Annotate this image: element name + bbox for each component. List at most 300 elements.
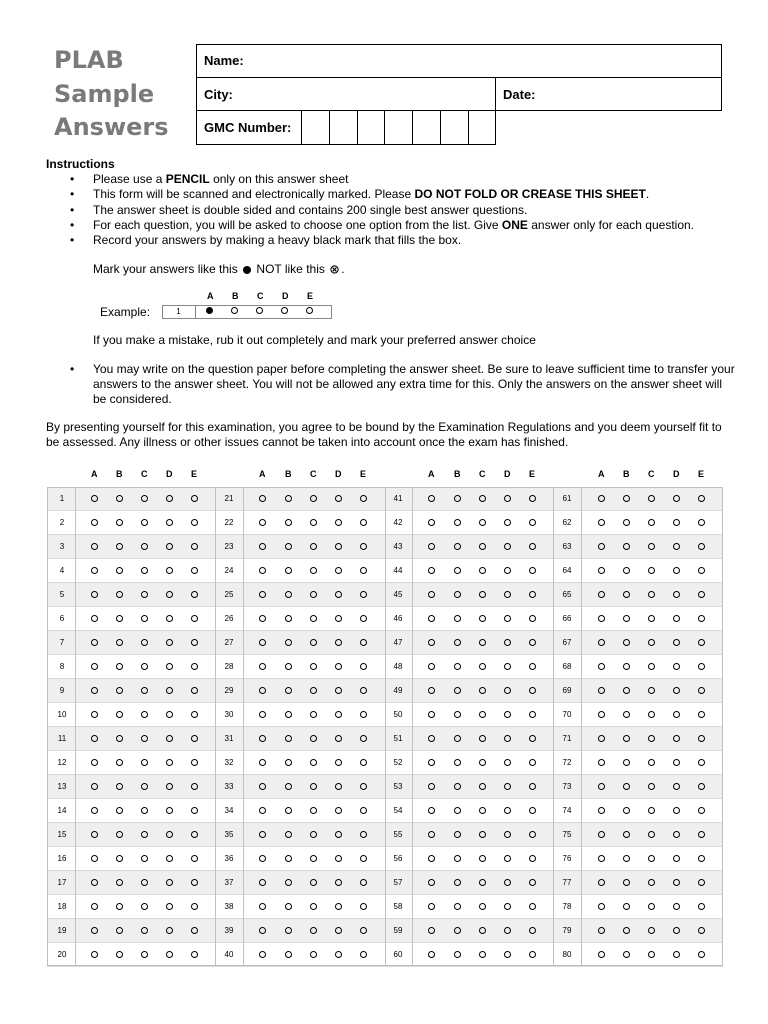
answer-bubble[interactable] xyxy=(259,567,266,574)
answer-bubble[interactable] xyxy=(598,711,605,718)
answer-bubble[interactable] xyxy=(310,639,317,646)
answer-bubble[interactable] xyxy=(91,855,98,862)
answer-bubble[interactable] xyxy=(310,591,317,598)
answer-bubble[interactable] xyxy=(166,663,173,670)
answer-bubble[interactable] xyxy=(91,879,98,886)
answer-bubble[interactable] xyxy=(529,855,536,862)
answer-bubble[interactable] xyxy=(673,567,680,574)
answer-bubble[interactable] xyxy=(428,591,435,598)
answer-bubble[interactable] xyxy=(360,783,367,790)
answer-bubble[interactable] xyxy=(259,927,266,934)
answer-bubble[interactable] xyxy=(360,927,367,934)
answer-bubble[interactable] xyxy=(166,855,173,862)
answer-bubble[interactable] xyxy=(479,951,486,958)
answer-bubble[interactable] xyxy=(191,807,198,814)
answer-bubble[interactable] xyxy=(598,591,605,598)
answer-bubble[interactable] xyxy=(454,711,461,718)
answer-bubble[interactable] xyxy=(454,903,461,910)
answer-bubble[interactable] xyxy=(116,927,123,934)
answer-bubble[interactable] xyxy=(360,951,367,958)
answer-bubble[interactable] xyxy=(310,615,317,622)
answer-bubble[interactable] xyxy=(598,783,605,790)
answer-bubble[interactable] xyxy=(166,591,173,598)
answer-bubble[interactable] xyxy=(623,567,630,574)
answer-bubble[interactable] xyxy=(285,495,292,502)
answer-bubble[interactable] xyxy=(504,519,511,526)
answer-bubble[interactable] xyxy=(166,615,173,622)
answer-bubble[interactable] xyxy=(116,519,123,526)
gmc-digit-cell[interactable] xyxy=(384,110,413,145)
answer-bubble[interactable] xyxy=(598,495,605,502)
answer-bubble[interactable] xyxy=(285,759,292,766)
answer-bubble[interactable] xyxy=(673,711,680,718)
answer-bubble[interactable] xyxy=(623,663,630,670)
answer-bubble[interactable] xyxy=(91,927,98,934)
answer-bubble[interactable] xyxy=(454,663,461,670)
answer-bubble[interactable] xyxy=(335,759,342,766)
answer-bubble[interactable] xyxy=(454,807,461,814)
answer-bubble[interactable] xyxy=(335,711,342,718)
answer-bubble[interactable] xyxy=(91,903,98,910)
answer-bubble[interactable] xyxy=(698,711,705,718)
answer-bubble[interactable] xyxy=(310,879,317,886)
answer-bubble[interactable] xyxy=(91,711,98,718)
answer-bubble[interactable] xyxy=(673,903,680,910)
answer-bubble[interactable] xyxy=(91,951,98,958)
answer-bubble[interactable] xyxy=(191,903,198,910)
answer-bubble[interactable] xyxy=(166,543,173,550)
answer-bubble[interactable] xyxy=(454,519,461,526)
answer-bubble[interactable] xyxy=(504,639,511,646)
answer-bubble[interactable] xyxy=(310,495,317,502)
answer-bubble[interactable] xyxy=(310,663,317,670)
answer-bubble[interactable] xyxy=(310,735,317,742)
answer-bubble[interactable] xyxy=(673,783,680,790)
answer-bubble[interactable] xyxy=(166,519,173,526)
answer-bubble[interactable] xyxy=(479,543,486,550)
answer-bubble[interactable] xyxy=(141,519,148,526)
answer-bubble[interactable] xyxy=(479,495,486,502)
answer-bubble[interactable] xyxy=(428,759,435,766)
answer-bubble[interactable] xyxy=(116,831,123,838)
answer-bubble[interactable] xyxy=(454,879,461,886)
answer-bubble[interactable] xyxy=(91,783,98,790)
name-field[interactable] xyxy=(196,44,722,78)
answer-bubble[interactable] xyxy=(310,807,317,814)
answer-bubble[interactable] xyxy=(335,831,342,838)
answer-bubble[interactable] xyxy=(504,831,511,838)
answer-bubble[interactable] xyxy=(360,687,367,694)
answer-bubble[interactable] xyxy=(529,783,536,790)
answer-bubble[interactable] xyxy=(648,735,655,742)
answer-bubble[interactable] xyxy=(504,759,511,766)
answer-bubble[interactable] xyxy=(166,687,173,694)
answer-bubble[interactable] xyxy=(479,831,486,838)
answer-bubble[interactable] xyxy=(529,927,536,934)
answer-bubble[interactable] xyxy=(116,687,123,694)
answer-bubble[interactable] xyxy=(91,495,98,502)
answer-bubble[interactable] xyxy=(335,495,342,502)
answer-bubble[interactable] xyxy=(166,759,173,766)
answer-bubble[interactable] xyxy=(285,855,292,862)
answer-bubble[interactable] xyxy=(479,735,486,742)
gmc-digit-cell[interactable] xyxy=(329,110,358,145)
answer-bubble[interactable] xyxy=(335,591,342,598)
answer-bubble[interactable] xyxy=(191,543,198,550)
answer-bubble[interactable] xyxy=(648,927,655,934)
answer-bubble[interactable] xyxy=(285,831,292,838)
answer-bubble[interactable] xyxy=(191,879,198,886)
answer-bubble[interactable] xyxy=(428,735,435,742)
answer-bubble[interactable] xyxy=(504,687,511,694)
answer-bubble[interactable] xyxy=(259,879,266,886)
answer-bubble[interactable] xyxy=(648,687,655,694)
answer-bubble[interactable] xyxy=(310,903,317,910)
answer-bubble[interactable] xyxy=(648,711,655,718)
answer-bubble[interactable] xyxy=(285,903,292,910)
answer-bubble[interactable] xyxy=(259,591,266,598)
answer-bubble[interactable] xyxy=(360,807,367,814)
answer-bubble[interactable] xyxy=(285,591,292,598)
answer-bubble[interactable] xyxy=(360,855,367,862)
answer-bubble[interactable] xyxy=(91,639,98,646)
answer-bubble[interactable] xyxy=(673,855,680,862)
answer-bubble[interactable] xyxy=(673,543,680,550)
answer-bubble[interactable] xyxy=(191,759,198,766)
answer-bubble[interactable] xyxy=(91,519,98,526)
answer-bubble[interactable] xyxy=(504,495,511,502)
answer-bubble[interactable] xyxy=(504,663,511,670)
answer-bubble[interactable] xyxy=(454,543,461,550)
answer-bubble[interactable] xyxy=(116,783,123,790)
answer-bubble[interactable] xyxy=(166,927,173,934)
answer-bubble[interactable] xyxy=(623,951,630,958)
answer-bubble[interactable] xyxy=(116,951,123,958)
answer-bubble[interactable] xyxy=(259,663,266,670)
answer-bubble[interactable] xyxy=(673,735,680,742)
answer-bubble[interactable] xyxy=(116,639,123,646)
answer-bubble[interactable] xyxy=(335,807,342,814)
gmc-digit-cell[interactable] xyxy=(301,110,330,145)
answer-bubble[interactable] xyxy=(623,519,630,526)
answer-bubble[interactable] xyxy=(698,759,705,766)
answer-bubble[interactable] xyxy=(141,927,148,934)
answer-bubble[interactable] xyxy=(623,903,630,910)
answer-bubble[interactable] xyxy=(698,687,705,694)
answer-bubble[interactable] xyxy=(310,567,317,574)
answer-bubble[interactable] xyxy=(454,567,461,574)
answer-bubble[interactable] xyxy=(335,855,342,862)
answer-bubble[interactable] xyxy=(285,951,292,958)
answer-bubble[interactable] xyxy=(116,879,123,886)
answer-bubble[interactable] xyxy=(648,807,655,814)
answer-bubble[interactable] xyxy=(454,783,461,790)
answer-bubble[interactable] xyxy=(141,615,148,622)
answer-bubble[interactable] xyxy=(698,591,705,598)
answer-bubble[interactable] xyxy=(360,759,367,766)
answer-bubble[interactable] xyxy=(428,783,435,790)
answer-bubble[interactable] xyxy=(454,951,461,958)
answer-bubble[interactable] xyxy=(259,615,266,622)
answer-bubble[interactable] xyxy=(141,567,148,574)
answer-bubble[interactable] xyxy=(141,879,148,886)
answer-bubble[interactable] xyxy=(623,927,630,934)
answer-bubble[interactable] xyxy=(529,735,536,742)
answer-bubble[interactable] xyxy=(141,903,148,910)
answer-bubble[interactable] xyxy=(259,831,266,838)
answer-bubble[interactable] xyxy=(504,903,511,910)
answer-bubble[interactable] xyxy=(504,951,511,958)
answer-bubble[interactable] xyxy=(648,663,655,670)
answer-bubble[interactable] xyxy=(91,543,98,550)
answer-bubble[interactable] xyxy=(259,543,266,550)
answer-bubble[interactable] xyxy=(285,807,292,814)
answer-bubble[interactable] xyxy=(529,879,536,886)
answer-bubble[interactable] xyxy=(598,639,605,646)
answer-bubble[interactable] xyxy=(648,831,655,838)
answer-bubble[interactable] xyxy=(259,783,266,790)
answer-bubble[interactable] xyxy=(360,735,367,742)
answer-bubble[interactable] xyxy=(141,663,148,670)
answer-bubble[interactable] xyxy=(648,759,655,766)
answer-bubble[interactable] xyxy=(598,543,605,550)
answer-bubble[interactable] xyxy=(310,711,317,718)
answer-bubble[interactable] xyxy=(698,543,705,550)
answer-bubble[interactable] xyxy=(141,735,148,742)
answer-bubble[interactable] xyxy=(191,855,198,862)
answer-bubble[interactable] xyxy=(504,543,511,550)
answer-bubble[interactable] xyxy=(310,783,317,790)
answer-bubble[interactable] xyxy=(479,519,486,526)
answer-bubble[interactable] xyxy=(504,567,511,574)
answer-bubble[interactable] xyxy=(598,759,605,766)
answer-bubble[interactable] xyxy=(454,831,461,838)
answer-bubble[interactable] xyxy=(598,663,605,670)
answer-bubble[interactable] xyxy=(623,543,630,550)
answer-bubble[interactable] xyxy=(259,759,266,766)
answer-bubble[interactable] xyxy=(698,783,705,790)
answer-bubble[interactable] xyxy=(360,831,367,838)
answer-bubble[interactable] xyxy=(259,639,266,646)
answer-bubble[interactable] xyxy=(141,831,148,838)
answer-bubble[interactable] xyxy=(428,615,435,622)
answer-bubble[interactable] xyxy=(335,615,342,622)
answer-bubble[interactable] xyxy=(360,639,367,646)
answer-bubble[interactable] xyxy=(454,591,461,598)
answer-bubble[interactable] xyxy=(191,687,198,694)
answer-bubble[interactable] xyxy=(310,831,317,838)
answer-bubble[interactable] xyxy=(648,615,655,622)
answer-bubble[interactable] xyxy=(623,615,630,622)
answer-bubble[interactable] xyxy=(141,783,148,790)
answer-bubble[interactable] xyxy=(285,663,292,670)
answer-bubble[interactable] xyxy=(698,927,705,934)
answer-bubble[interactable] xyxy=(428,951,435,958)
answer-bubble[interactable] xyxy=(428,687,435,694)
answer-bubble[interactable] xyxy=(166,903,173,910)
answer-bubble[interactable] xyxy=(166,711,173,718)
answer-bubble[interactable] xyxy=(310,759,317,766)
answer-bubble[interactable] xyxy=(285,639,292,646)
answer-bubble[interactable] xyxy=(335,519,342,526)
answer-bubble[interactable] xyxy=(91,615,98,622)
answer-bubble[interactable] xyxy=(648,903,655,910)
answer-bubble[interactable] xyxy=(91,663,98,670)
answer-bubble[interactable] xyxy=(335,543,342,550)
answer-bubble[interactable] xyxy=(360,591,367,598)
answer-bubble[interactable] xyxy=(623,783,630,790)
answer-bubble[interactable] xyxy=(116,759,123,766)
answer-bubble[interactable] xyxy=(529,687,536,694)
answer-bubble[interactable] xyxy=(673,591,680,598)
answer-bubble[interactable] xyxy=(191,783,198,790)
answer-bubble[interactable] xyxy=(673,687,680,694)
answer-bubble[interactable] xyxy=(504,807,511,814)
answer-bubble[interactable] xyxy=(428,495,435,502)
gmc-digit-cell[interactable] xyxy=(440,110,469,145)
answer-bubble[interactable] xyxy=(166,807,173,814)
answer-bubble[interactable] xyxy=(698,879,705,886)
answer-bubble[interactable] xyxy=(428,807,435,814)
answer-bubble[interactable] xyxy=(191,495,198,502)
answer-bubble[interactable] xyxy=(698,615,705,622)
answer-bubble[interactable] xyxy=(504,591,511,598)
answer-bubble[interactable] xyxy=(454,855,461,862)
answer-bubble[interactable] xyxy=(673,615,680,622)
answer-bubble[interactable] xyxy=(116,615,123,622)
answer-bubble[interactable] xyxy=(648,567,655,574)
answer-bubble[interactable] xyxy=(428,927,435,934)
answer-bubble[interactable] xyxy=(504,735,511,742)
answer-bubble[interactable] xyxy=(673,759,680,766)
answer-bubble[interactable] xyxy=(141,711,148,718)
answer-bubble[interactable] xyxy=(479,879,486,886)
answer-bubble[interactable] xyxy=(285,879,292,886)
answer-bubble[interactable] xyxy=(335,567,342,574)
answer-bubble[interactable] xyxy=(335,951,342,958)
answer-bubble[interactable] xyxy=(504,855,511,862)
answer-bubble[interactable] xyxy=(259,735,266,742)
answer-bubble[interactable] xyxy=(479,903,486,910)
answer-bubble[interactable] xyxy=(428,711,435,718)
answer-bubble[interactable] xyxy=(598,879,605,886)
answer-bubble[interactable] xyxy=(310,543,317,550)
answer-bubble[interactable] xyxy=(623,855,630,862)
answer-bubble[interactable] xyxy=(116,735,123,742)
answer-bubble[interactable] xyxy=(259,855,266,862)
answer-bubble[interactable] xyxy=(454,615,461,622)
answer-bubble[interactable] xyxy=(91,831,98,838)
answer-bubble[interactable] xyxy=(259,519,266,526)
answer-bubble[interactable] xyxy=(454,927,461,934)
answer-bubble[interactable] xyxy=(479,783,486,790)
answer-bubble[interactable] xyxy=(259,807,266,814)
answer-bubble[interactable] xyxy=(648,639,655,646)
answer-bubble[interactable] xyxy=(529,759,536,766)
answer-bubble[interactable] xyxy=(91,759,98,766)
answer-bubble[interactable] xyxy=(648,591,655,598)
answer-bubble[interactable] xyxy=(141,639,148,646)
answer-bubble[interactable] xyxy=(454,735,461,742)
answer-bubble[interactable] xyxy=(529,615,536,622)
answer-bubble[interactable] xyxy=(479,663,486,670)
answer-bubble[interactable] xyxy=(428,903,435,910)
answer-bubble[interactable] xyxy=(259,495,266,502)
answer-bubble[interactable] xyxy=(479,591,486,598)
answer-bubble[interactable] xyxy=(504,615,511,622)
answer-bubble[interactable] xyxy=(698,855,705,862)
answer-bubble[interactable] xyxy=(648,855,655,862)
answer-bubble[interactable] xyxy=(454,495,461,502)
answer-bubble[interactable] xyxy=(698,495,705,502)
answer-bubble[interactable] xyxy=(648,783,655,790)
answer-bubble[interactable] xyxy=(310,855,317,862)
answer-bubble[interactable] xyxy=(698,639,705,646)
answer-bubble[interactable] xyxy=(360,711,367,718)
answer-bubble[interactable] xyxy=(529,807,536,814)
answer-bubble[interactable] xyxy=(191,927,198,934)
answer-bubble[interactable] xyxy=(335,735,342,742)
answer-bubble[interactable] xyxy=(191,663,198,670)
answer-bubble[interactable] xyxy=(623,711,630,718)
answer-bubble[interactable] xyxy=(673,927,680,934)
answer-bubble[interactable] xyxy=(648,495,655,502)
answer-bubble[interactable] xyxy=(504,879,511,886)
answer-bubble[interactable] xyxy=(673,519,680,526)
answer-bubble[interactable] xyxy=(698,663,705,670)
answer-bubble[interactable] xyxy=(529,519,536,526)
answer-bubble[interactable] xyxy=(285,615,292,622)
answer-bubble[interactable] xyxy=(598,855,605,862)
answer-bubble[interactable] xyxy=(598,519,605,526)
answer-bubble[interactable] xyxy=(259,711,266,718)
answer-bubble[interactable] xyxy=(191,831,198,838)
answer-bubble[interactable] xyxy=(259,903,266,910)
answer-bubble[interactable] xyxy=(698,807,705,814)
answer-bubble[interactable] xyxy=(529,639,536,646)
answer-bubble[interactable] xyxy=(479,807,486,814)
answer-bubble[interactable] xyxy=(598,687,605,694)
answer-bubble[interactable] xyxy=(479,639,486,646)
answer-bubble[interactable] xyxy=(598,951,605,958)
answer-bubble[interactable] xyxy=(698,831,705,838)
answer-bubble[interactable] xyxy=(598,903,605,910)
answer-bubble[interactable] xyxy=(116,543,123,550)
answer-bubble[interactable] xyxy=(529,951,536,958)
answer-bubble[interactable] xyxy=(698,951,705,958)
answer-bubble[interactable] xyxy=(259,951,266,958)
answer-bubble[interactable] xyxy=(479,687,486,694)
answer-bubble[interactable] xyxy=(116,855,123,862)
answer-bubble[interactable] xyxy=(428,519,435,526)
answer-bubble[interactable] xyxy=(673,639,680,646)
answer-bubble[interactable] xyxy=(673,831,680,838)
answer-bubble[interactable] xyxy=(335,903,342,910)
answer-bubble[interactable] xyxy=(504,711,511,718)
answer-bubble[interactable] xyxy=(141,855,148,862)
answer-bubble[interactable] xyxy=(360,519,367,526)
answer-bubble[interactable] xyxy=(360,663,367,670)
answer-bubble[interactable] xyxy=(116,663,123,670)
answer-bubble[interactable] xyxy=(335,663,342,670)
answer-bubble[interactable] xyxy=(116,591,123,598)
answer-bubble[interactable] xyxy=(428,639,435,646)
answer-bubble[interactable] xyxy=(529,663,536,670)
answer-bubble[interactable] xyxy=(360,879,367,886)
answer-bubble[interactable] xyxy=(191,711,198,718)
answer-bubble[interactable] xyxy=(598,831,605,838)
answer-bubble[interactable] xyxy=(191,567,198,574)
